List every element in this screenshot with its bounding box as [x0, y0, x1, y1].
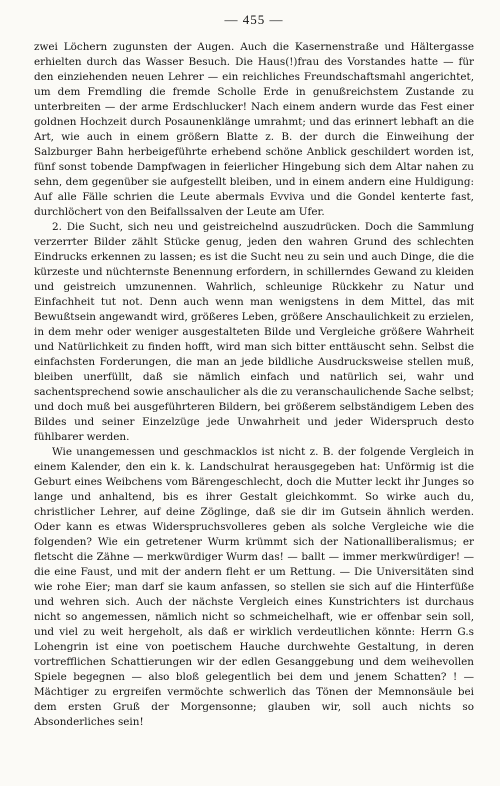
page-footer [0, 772, 500, 782]
page-text [34, 40, 474, 730]
paragraph-examples: Wie unangemessen und geschmacklos ist nicht z. B. der folgende Vergleich in einem Kalender, den ein k. k. Landschulrat herausgegeben hat: Unförmig ist die Geburt eines Weibchens vom Bärengeschlecht, doch die Mutter leckt ihr Junges so lange und anhaltend, bis es ihrer Gestalt gleichkommt. So wirke auch du, christlicher Lehrer, auf deine Zöglinge, daß sie dir im Gutsein ähnlich werden. Oder kann es etwas Widerspruchsvolleres geben als solche Vergleiche wie die folgenden? Wie ein getretener Wurm krümmt sich der Nationalliberalismus; er fletscht die Zähne — merkwürdiger Wurm das! — ballt — immer merkwürdiger! — die eine Faust, und mit der andern fleht er um Rettung. — Die Universitäten sind wie rohe Eier; man darf sie kaum anfassen, so stellen sie sich auf die Hinterfüße und wehren sich. Auch der nächste Vergleich eines Kunstrichters ist durchaus nicht so angemessen, nämlich nicht so schmeichelhaft, wie er offenbar sein soll, und viel zu weit hergeholt, als daß er wirklich verdeutlichen könnte: Herrn G.s Lohengrin ist eine von poetischem Hauche durchwehte Gestaltung, in deren vortrefflichen Schattierungen wir der edlen Gesanggebung und dem weihevollen Spiele begegnen — also bloß gelegentlich bei dem und jenem Schatten? ! — Mächtiger zu ergreifen vermöchte schwerlich das Tönen der Memnonsäule bei dem ersten Gruß der Morgensonne; glauben wir, soll auch nichts so Absonderliches sein! [34, 446, 474, 728]
page-number: — 455 — [224, 12, 284, 27]
paragraph-section-2: 2. Die Sucht, sich neu und geistreichelnd auszudrücken. Doch die Sammlung verzerrter Bilder zählt Stücke genug, jeden den wahren Grund des schlechten Eindrucks erkennen zu lassen; es ist die Sucht neu zu sein und auch Dinge, die die kürzeste und nüchternste Benennung erfordern, in schillerndes Gewand zu kleiden und geistreich umzunennen. Wahrlich, schleunige Rückkehr zu Natur und Einfachheit tut not. Denn auch wenn man wenigstens in dem Mittel, das mit Bewußtsein angewandt wird, größeres Leben, größere Anschaulichkeit zu erzielen, in dem mehr oder weniger ausgestalteten Bilde und Vergleiche größere Wahrheit und Natürlichkeit zu finden hofft, wird man sich bitter enttäuscht sehn. Selbst die einfachsten Forderungen, die man an jede bildliche Ausdrucksweise stellen muß, bleiben unerfüllt, daß sie nämlich einfach und natürlich sei, wahr und sachentsprechend sowie anschaulicher als die zu veranschaulichende Sache selbst; und doch muß bei ausgeführteren Bildern, bei größerem selbständigem Leben des Bildes und seiner Einzelzüge jede Unwahrheit und jeder Widerspruch desto fühlbarer werden. [34, 221, 474, 443]
paragraph-continuation: zwei Löchern zugunsten der Augen. Auch die Kasernenstraße und Hältergasse erhielten durch das Wasser Besuch. Die Haus(!)frau des Vorstandes hatte — für den einziehenden neuen Lehrer — ein reichliches Freundschaftsmahl angerichtet, um dem Fremdling die fremde Scholle Erde in genußreichstem Zustande zu unterbreiten — der arme Erdschlucker! Nach einem andern wurde das Fest einer goldnen Hochzeit durch Posaunenklänge umrahmt; und das erinnert lebhaft an die Art, wie auch in einem größern Blatte z. B. der durch die Einweihung der Salzburger Bahn herbeigeführte erhebend schöne Anblick geschildert worden ist, fünf sonst tobende Dampfwagen in feierlicher Hingebung sich dem Altar nahen zu sehn, dem gegenüber sie aufgestellt bleiben, und in einem andern eine Huldigung: Auf alle Fälle schrien die Leute abermals Evviva und die Gondel kenterte fast, durchlöchert von den Beifallssalven der Leute am Ufer. [34, 41, 474, 218]
